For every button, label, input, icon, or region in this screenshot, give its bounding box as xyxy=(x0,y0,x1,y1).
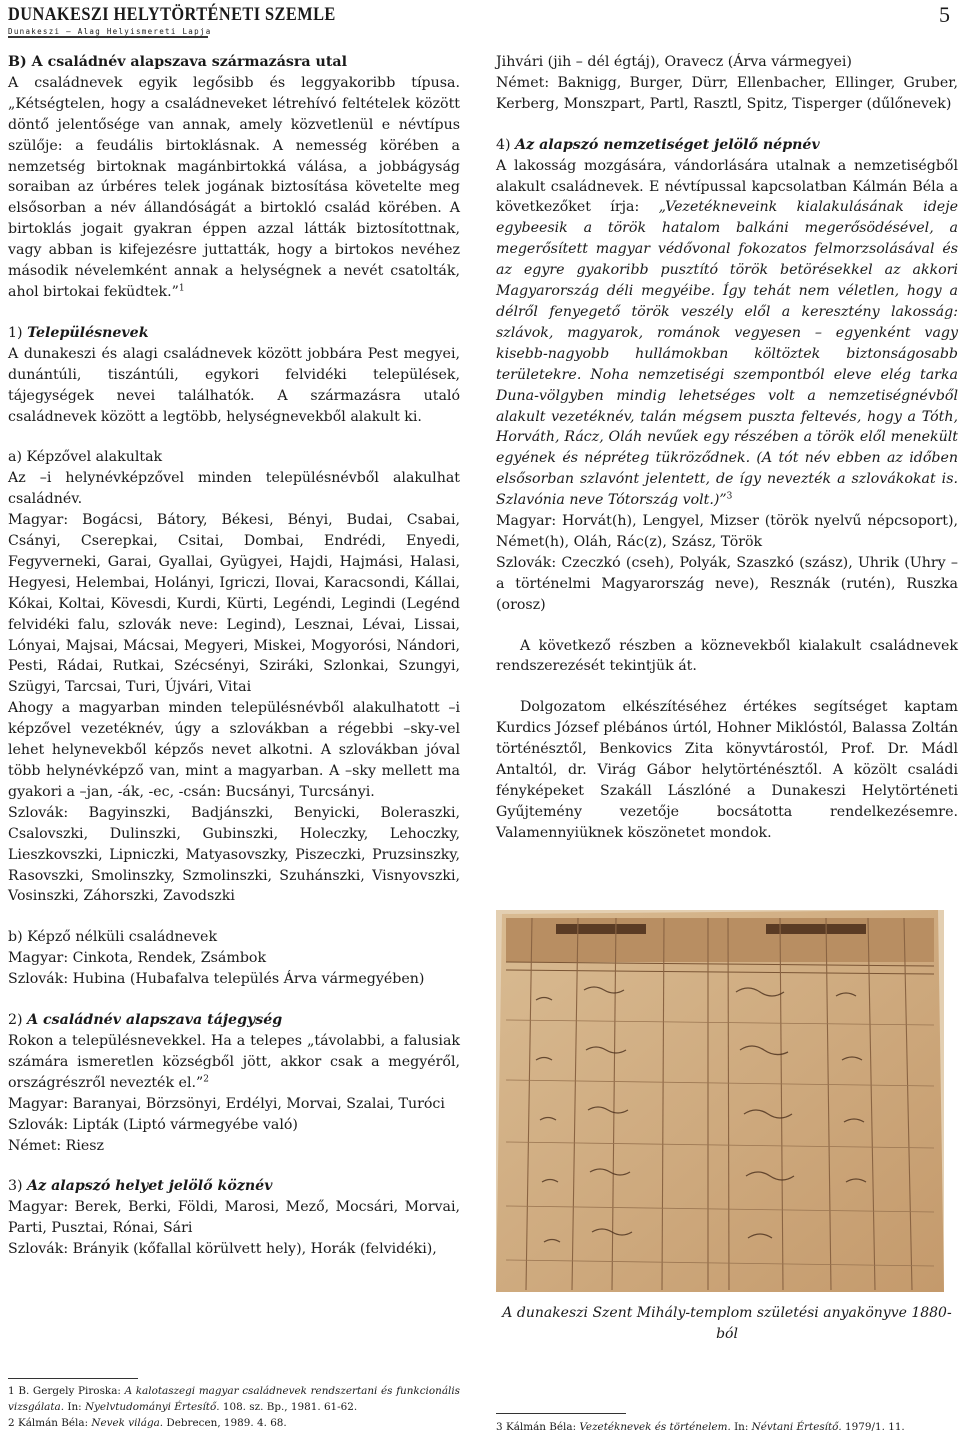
footnote-3: 3 Kálmán Béla: Vezetéknevek és történelem. In: Névtani Értesítő. 1979/1. 11. xyxy=(496,1421,905,1433)
section-a-magyar-list: Magyar: Bogácsi, Bátory, Békesi, Bényi, Budai, Csabai, Csányi, Cserepkai, Csitai, Dombai, Endrédi, Enyedi, Fegyverneki, Garai, Gyallai, Gyügyei, Hajdi, Hajmási, Halasi, Hegyesi, Helembai, Holányi, Igriczi, Ilovai, Karacsondi, Kállai, Kókai, Koltai, Kövesdi, Kurdi, Kürti, Legéndi, Legindi (Legénd felvidéki falu, szlovák neve: Legind), Lesznai, Lévai, Lissai, Lónyai, Majsai, Mácsai, Megyeri, Miskei, Mogyorósi, Nándori, Pesti, Rádai, Rutkai, Szécsényi, Sziráki, Szlonkai, Szungyi, Szügyi, Tarcsai, Turi, Újvári, Vitai xyxy=(8,512,460,696)
section-b2-szlovak: Szlovák: Hubina (Hubafalva település Árva vármegyében) xyxy=(8,971,425,988)
section-3-szlovak: Szlovák: Brányik (kőfallal körülvett hely), Horák (felvidéki), xyxy=(8,1241,437,1258)
section-1-heading: 1) Településnevek xyxy=(8,324,149,341)
section-4-szlovak: Szlovák: Czeczkó (cseh), Polyák, Szaszkó (szász), Uhrik (Uhry – a történelmi Magyarország neve), Resznák (rutén), Ruszka (orosz) xyxy=(496,554,958,613)
section-3-szlovak-cont: Jihvári (jih – dél égtáj), Oravecz (Árva vármegyei) xyxy=(496,54,852,70)
journal-logo xyxy=(8,4,389,36)
section-4-magyar: Magyar: Horvát(h), Lengyel, Mizser (török nyelvű népcsoport), Német(h), Oláh, Rác(z), Szász, Török xyxy=(496,513,958,550)
section-1-paragraph: A dunakeszi és alagi családnevek között jobbára Pest megyei, dunántúli, tiszántúli, egykori felvidéki települések, tájegységek nevei találhatók. A származásra utaló családnevek között a legtöbb, helységnevekből alakult ki. xyxy=(8,345,460,425)
footnotes-left xyxy=(8,1383,460,1431)
section-b-paragraph: A családnevek egyik legősibb és leggyakoribb típusa. „Kétségtelen, hogy a családneveket létrehívó feltételek között döntő jelentősége van annak, amely közvetlenül e névtípus szülője: a feudális birtoklásnak. A nemesség körében a nemzetség birtoknak magánbirtokká válása, a jobbágyság soraiban az úrbéres telek jogának biztosítása követelte meg elsősorban a név állandóságát a birtokló család körében. A birtoklás jogait gyakran éppen azzal látták biztosítottnak, vagy abban is kifejezésre juttatták, hogy a birtokos nevéhez második névelemként annak a helységnek a nevét csatolták, ahol birtokai feküdtek.”$^1$ xyxy=(8,74,460,300)
footnote-1: 1 B. Gergely Piroska: A kalotaszegi magyar családnevek rendszertani és funkcionális vizsgálata. In: Nyelvtudományi Értesítő. 108. sz. Bp., 1981. 61-62. xyxy=(8,1385,460,1413)
footnote-ref-1: 1 xyxy=(178,283,185,294)
section-2-paragraph: Rokon a településnevekkel. Ha a telepes „távolabbi, a falusiak számára ismeretlen községből jött, akkor csak a megyéről, országrészről nevezték el.”$^2$ xyxy=(8,1032,460,1091)
section-b2-heading: b) Képző nélküli családnevek xyxy=(8,929,218,946)
photo-caption: A dunakeszi Szent Mihály-templom születési anyakönyve 1880-ból xyxy=(502,1305,952,1342)
journal-title: DUNAKESZI HELYTÖRTÉNETI SZEMLE xyxy=(8,4,336,25)
footnote-rule-right xyxy=(496,1413,626,1414)
section-b-heading: B) A családnév alapszava származásra utal xyxy=(8,54,347,70)
section-3-heading: 3) Az alapszó helyet jelölő köznév xyxy=(8,1178,273,1195)
section-3-magyar: Magyar: Berek, Berki, Földi, Marosi, Mező, Mocsári, Morvai, Parti, Pusztai, Rónai, Sári xyxy=(8,1199,460,1237)
acknowledgement-paragraph: Dolgozatom elkészítéséhez értékes segítséget kaptam Kurdics József plébános úrtól, Hohner Miklóstól, Balassa Zoltán történésztől, Benkovics Zita könyvtárostól, Prof. Dr. Mádl Antaltól, dr. Virág Gábor helytörténésztől. A közölt családi fényképeket Szakáll Lászlóné a Dunakeszi Helytörténeti Gyűjtemény vezetője bocsátotta rendelkezésemre. Valamennyiüknek köszönetet mondok. xyxy=(496,699,958,841)
section-2-heading: 2) A családnév alapszava tájegység xyxy=(8,1012,283,1029)
register-photo-image xyxy=(496,910,944,1292)
section-2-magyar: Magyar: Baranyai, Börzsönyi, Erdélyi, Morvai, Szalai, Turóci xyxy=(8,1095,445,1112)
section-3-nemet: Német: Baknigg, Burger, Dürr, Ellenbacher, Ellinger, Gruber, Kerberg, Monszpart, Partl, Rasztl, Spitz, Tisperger (dűlőnevek) xyxy=(496,74,958,112)
section-a-szlovak-list: Szlovák: Bagyinszki, Badjánszki, Benyicki, Boleraszki, Csalovszki, Dulinszki, Gubinszki, Holeczky, Lehoczky, Lieszkovszki, Lipniczki, Matyasovszky, Piszeczki, Pruzsinszky, Rasovszki, Smolinszky, Szmolinszki, Szuhánszki, Visnyovszki, Vosinszki, Záhorszki, Zavodszki xyxy=(8,804,460,905)
footnote-ref-2: 2 xyxy=(203,1074,209,1085)
footnote-rule-left xyxy=(8,1378,138,1379)
header-rule xyxy=(8,36,208,38)
section-2-szlovak: Szlovák: Lipták (Liptó vármegyébe való) xyxy=(8,1116,298,1133)
register-photo xyxy=(496,910,944,1292)
left-column xyxy=(8,52,460,1260)
section-4-heading: 4) Az alapszó nemzetiséget jelölő népnév xyxy=(496,136,820,153)
right-column xyxy=(496,52,958,844)
section-2-nemet: Német: Riesz xyxy=(8,1137,105,1154)
section-a-paragraph-2: Ahogy a magyarban minden településnévből alakulhatott –i képzővel vezetéknév, úgy a szlovákban a régebbi –sky-vel lehet helynevekből képzős nevet alkotni. A szlovákban jóval több helynévképző van, mint a magyarban. A –sky mellett ma gyakori a –jan, -ák, -ec, -csán: Bucsányi, Turcsányi. xyxy=(8,700,460,800)
next-part-paragraph: A következő részben a köznevekből kialakult családnevek rendszerezését tekintjük át. xyxy=(496,637,958,675)
page-header xyxy=(0,0,960,44)
section-a-heading: a) Képzővel alakultak xyxy=(8,449,163,466)
section-b2-magyar: Magyar: Cinkota, Rendek, Zsámbok xyxy=(8,950,267,967)
kalman-quote: „Vezetékneveink kialakulásának ideje egybeesik a török hatalom balkáni megerősödésével, a megerősített magyar védővonal fokozatos felmorzsolásával és az egyre gyakoribb pusztító török betörésekkel az akkori Magyarország déli megyéibe. Így tehát nem véletlen, hogy a délről fenyegető török veszély elől a keresztény lakosság: szlávok, magyarok, románok vegyesen – egyenként vagy kisebb-nagyobb hullámokban költöztek biztonságosabb területekre. Noha nemzetiségi szempontból eleve elég tarka Duna-völgyben mindig lehetséges volt a nemzetiségnévből alakult vezetéknév, talán mégsem puszta feltevés, hogy a Tóth, Horváth, Rácz, Oláh nevűek egy részében a török elől menekült egyének és népréteg tükröződnek. (A tót név ebben az időben elsősorban szlavónt jelentett, de így nevezték a szlovákokat is. Szlavónia neve Tótország volt.)” xyxy=(496,199,958,509)
journal-subtitle: Dunakeszi – Alag Helyismereti Lapja xyxy=(8,27,212,36)
footnote-2: 2 Kálmán Béla: Nevek világa. Debrecen, 1989. 4. 68. xyxy=(8,1417,287,1429)
footnote-ref-3: 3 xyxy=(726,491,733,502)
page-number: 5 xyxy=(939,2,950,27)
section-a-paragraph: Az –i helynévképzővel minden településnévből alakulhat családnév. xyxy=(8,470,460,508)
section-4-paragraph: A lakosság mozgására, vándorlására utalnak a nemzetiségből alakult családnevek. E névtípussal kapcsolatban Kálmán Béla a következőket írja: „Vezetékneveink kialakulásának ideje egybeesik a török hatalom balkáni megerősödésével, a megerősített magyar védővonal fokozatos felmorzsolásával és az egyre gyakoribb pusztító török betörésekkel az akkori Magyarország déli megyéibe. Így tehát nem véletlen, hogy a délről fenyegető török veszély elől a keresztény lakosság: szlávok, magyarok, románok vegyesen – egyenként vagy kisebb-nagyobb hullámokban költöztek biztonságosabb területekre. Noha nemzetiségi szempontból eleve elég tarka Duna-völgyben mindig lehetséges volt a nemzetiségnévből alakult vezetéknév, talán mégsem puszta feltevés, hogy a Tóth, Horváth, Rácz, Oláh nevűek egy részében a török elől menekült egyének és népréteg tükröződnek. (A tót név ebben az időben elsősorban szlavónt jelentett, de így nevezték a szlovákokat is. Szlavónia neve Tótország volt.)”$^3$ xyxy=(496,157,958,509)
